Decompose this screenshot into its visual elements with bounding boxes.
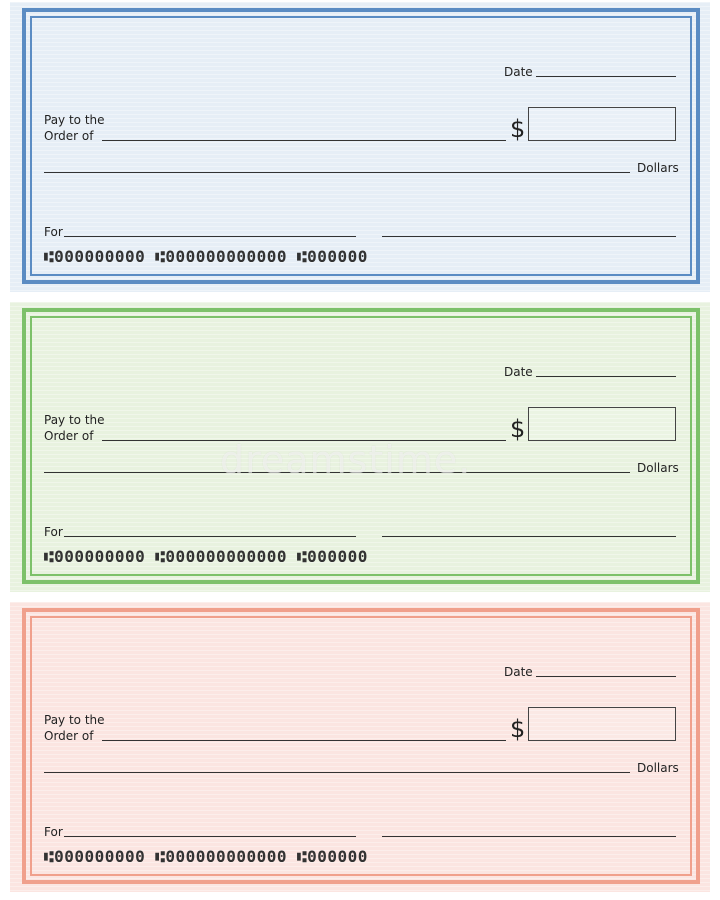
pay-to-label: Pay to the	[44, 413, 105, 427]
dollars-label: Dollars	[637, 761, 679, 775]
check-number: ⑆000000	[297, 247, 368, 266]
micr-line	[44, 848, 378, 866]
order-of-label: Order of	[44, 429, 94, 443]
account-number: ⑆000000000000	[155, 847, 287, 866]
memo-line[interactable]	[64, 536, 356, 537]
payee-line[interactable]	[102, 140, 506, 141]
check-inner-border	[30, 616, 692, 876]
amount-words-line[interactable]	[44, 772, 630, 773]
dollar-sign: $	[510, 115, 526, 143]
signature-line[interactable]	[382, 236, 676, 237]
for-label: For	[44, 225, 63, 239]
dollar-sign: $	[510, 715, 526, 743]
check-inner-border	[30, 16, 692, 276]
watermark: dreamstime.	[220, 438, 472, 482]
check-pink	[10, 602, 710, 892]
account-number: ⑆000000000000	[155, 247, 287, 266]
amount-box[interactable]	[528, 407, 676, 441]
date-line[interactable]	[536, 676, 676, 677]
signature-line[interactable]	[382, 536, 676, 537]
micr-line	[44, 248, 378, 266]
dollars-label: Dollars	[637, 161, 679, 175]
memo-line[interactable]	[64, 236, 356, 237]
dollar-sign: $	[510, 415, 526, 443]
micr-line	[44, 548, 378, 566]
check-blue	[10, 2, 710, 292]
check-number: ⑆000000	[297, 547, 368, 566]
check-number: ⑆000000	[297, 847, 368, 866]
routing-number: ⑆000000000	[44, 547, 146, 566]
dollars-label: Dollars	[637, 461, 679, 475]
memo-line[interactable]	[64, 836, 356, 837]
date-label: Date	[504, 65, 533, 79]
date-line[interactable]	[536, 376, 676, 377]
for-label: For	[44, 525, 63, 539]
date-label: Date	[504, 365, 533, 379]
account-number: ⑆000000000000	[155, 547, 287, 566]
order-of-label: Order of	[44, 129, 94, 143]
date-label: Date	[504, 665, 533, 679]
payee-line[interactable]	[102, 740, 506, 741]
signature-line[interactable]	[382, 836, 676, 837]
routing-number: ⑆000000000	[44, 847, 146, 866]
pay-to-label: Pay to the	[44, 713, 105, 727]
for-label: For	[44, 825, 63, 839]
date-line[interactable]	[536, 76, 676, 77]
order-of-label: Order of	[44, 729, 94, 743]
pay-to-label: Pay to the	[44, 113, 105, 127]
amount-box[interactable]	[528, 107, 676, 141]
amount-box[interactable]	[528, 707, 676, 741]
amount-words-line[interactable]	[44, 172, 630, 173]
routing-number: ⑆000000000	[44, 247, 146, 266]
